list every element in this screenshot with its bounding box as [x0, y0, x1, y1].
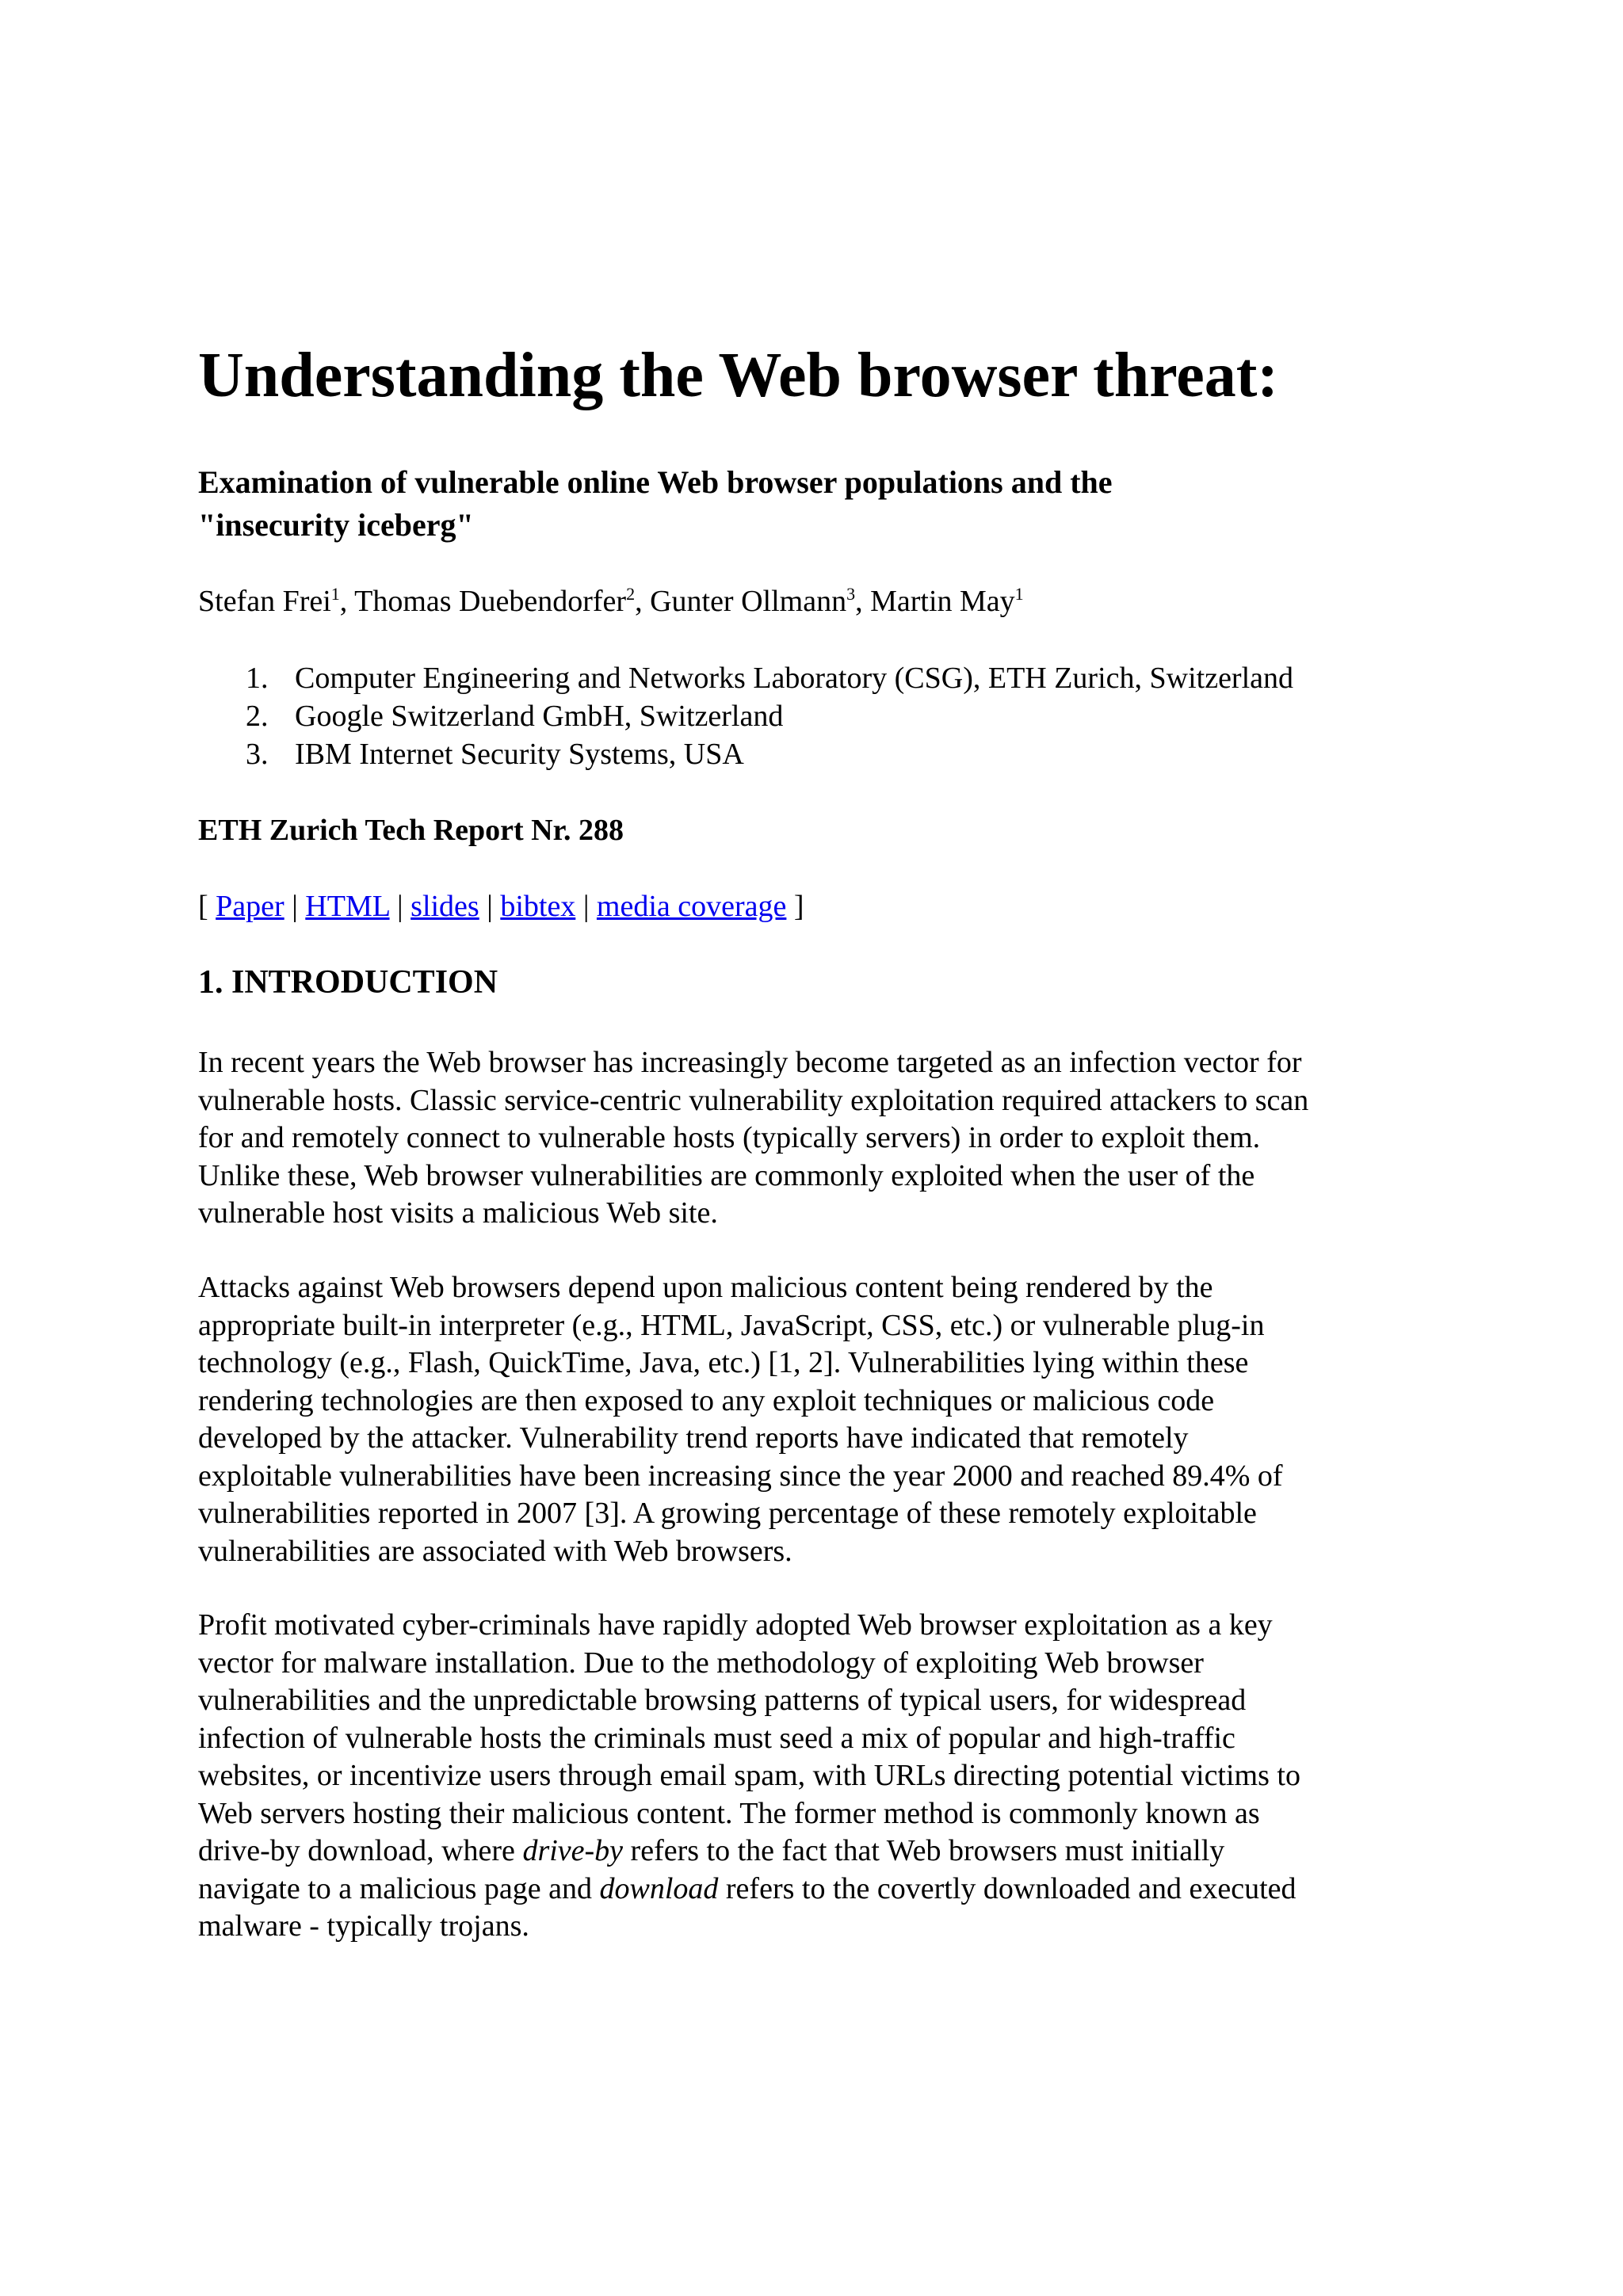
affiliation-item	[198, 735, 1293, 773]
link-html[interactable]: HTML	[305, 890, 390, 923]
affiliation-list	[198, 659, 1293, 773]
affiliation-item	[198, 659, 1293, 697]
paragraph-line: Attacks against Web browsers depend upon malicious content being rendered by the	[198, 1271, 1213, 1304]
paragraph-line: vulnerabilities and the unpredictable browsing patterns of typical users, for widespread	[198, 1684, 1247, 1717]
affiliation-text: IBM Internet Security Systems, USA	[295, 738, 744, 771]
author-affiliation-mark: 2	[626, 584, 636, 604]
subtitle-line: "insecurity iceberg"	[198, 507, 474, 543]
author-name: Stefan Frei	[198, 585, 331, 618]
paragraph-line: vulnerable hosts. Classic service-centric vulnerability exploitation required attackers to scan	[198, 1083, 1309, 1117]
paragraph-line: for and remotely connect to vulnerable hosts (typically servers) in order to exploit them.	[198, 1121, 1261, 1154]
author-affiliation-mark: 1	[1014, 584, 1024, 604]
bracket-close: ]	[786, 890, 804, 923]
text-run: navigate to a malicious page and	[198, 1871, 600, 1905]
paragraph-line: vulnerabilities reported in 2007 [3]. A growing percentage of these remotely exploitable	[198, 1497, 1257, 1530]
affiliation-text: Google Switzerland GmbH, Switzerland	[295, 700, 784, 733]
affiliation-number: 1.	[246, 662, 269, 695]
paragraph-line	[198, 1871, 1434, 1909]
author-name: Gunter Ollmann	[650, 585, 847, 618]
text-run: refers to the covertly downloaded and executed	[718, 1871, 1296, 1905]
paragraph-line: vulnerabilities are associated with Web browsers.	[198, 1534, 792, 1568]
page-title: Understanding the Web browser threat:	[198, 341, 1279, 410]
subtitle-line: Examination of vulnerable online Web browser populations and the	[198, 464, 1113, 500]
bracket-open: [	[198, 890, 216, 923]
section-heading-introduction: 1. INTRODUCTION	[198, 964, 498, 1001]
affiliation-text: Computer Engineering and Networks Laboratory (CSG), ETH Zurich, Switzerland	[295, 662, 1294, 695]
affiliation-item	[198, 697, 1293, 735]
text-run: drive-by download, where	[198, 1834, 523, 1867]
paragraph-line: In recent years the Web browser has increasingly become targeted as an infection vector for	[198, 1046, 1302, 1079]
paragraph-line: exploitable vulnerabilities have been increasing since the year 2000 and reached 89.4% of	[198, 1459, 1283, 1493]
paragraph-line: Unlike these, Web browser vulnerabilities are commonly exploited when the user of the	[198, 1158, 1255, 1192]
paragraph-line: rendering technologies are then exposed to any exploit techniques or malicious code	[198, 1383, 1215, 1417]
paragraph-line: technology (e.g., Flash, QuickTime, Java, etc.) [1, 2]. Vulnerabilities lying within these	[198, 1346, 1249, 1379]
tech-report-label: ETH Zurich Tech Report Nr. 288	[198, 814, 624, 847]
link-paper[interactable]: Paper	[216, 890, 285, 923]
intro-paragraph-2	[198, 1269, 1434, 1570]
link-slides[interactable]: slides	[411, 890, 479, 923]
italic-term-download: download	[599, 1871, 719, 1905]
link-separator: |	[479, 890, 501, 923]
author-name: Thomas Duebendorfer	[354, 585, 627, 618]
paragraph-line: malware - typically trojans.	[198, 1909, 529, 1943]
link-separator: |	[389, 890, 411, 923]
author-affiliation-mark: 3	[846, 584, 856, 604]
paragraph-line: appropriate built-in interpreter (e.g., HTML, JavaScript, CSS, etc.) or vulnerable plug-in	[198, 1308, 1265, 1342]
paragraph-line: vector for malware installation. Due to the methodology of exploiting Web browser	[198, 1646, 1204, 1680]
link-separator: |	[575, 890, 597, 923]
paragraph-line: Profit motivated cyber-criminals have rapidly adopted Web browser exploitation as a key	[198, 1608, 1273, 1642]
intro-paragraph-1	[198, 1044, 1434, 1233]
page-subtitle	[198, 461, 1482, 547]
paragraph-line: developed by the attacker. Vulnerability trend reports have indicated that remotely	[198, 1421, 1189, 1455]
intro-paragraph-3	[198, 1607, 1434, 1946]
paragraph-line: infection of vulnerable hosts the criminals must seed a mix of popular and high-traffic	[198, 1721, 1235, 1755]
author-name: Martin May	[870, 585, 1015, 618]
paragraph-line: Web servers hosting their malicious content. The former method is commonly known as	[198, 1796, 1260, 1830]
link-separator: |	[284, 890, 306, 923]
affiliation-number: 2.	[246, 700, 269, 733]
author-affiliation-mark: 1	[330, 584, 340, 604]
paragraph-line: websites, or incentivize users through email spam, with URLs directing potential victims to	[198, 1759, 1300, 1792]
link-bibtex[interactable]: bibtex	[500, 890, 576, 923]
paragraph-line: vulnerable host visits a malicious Web site.	[198, 1196, 718, 1230]
author-list	[198, 582, 1024, 620]
author-separator: ,	[855, 585, 871, 618]
author-separator: ,	[339, 585, 355, 618]
italic-term-drive-by: drive-by	[522, 1834, 624, 1867]
link-media-coverage[interactable]: media coverage	[596, 890, 787, 923]
text-run: refers to the fact that Web browsers must initially	[623, 1834, 1225, 1867]
paragraph-line	[198, 1833, 1434, 1871]
resource-links	[198, 887, 804, 925]
affiliation-number: 3.	[246, 738, 269, 771]
author-separator: ,	[635, 585, 651, 618]
